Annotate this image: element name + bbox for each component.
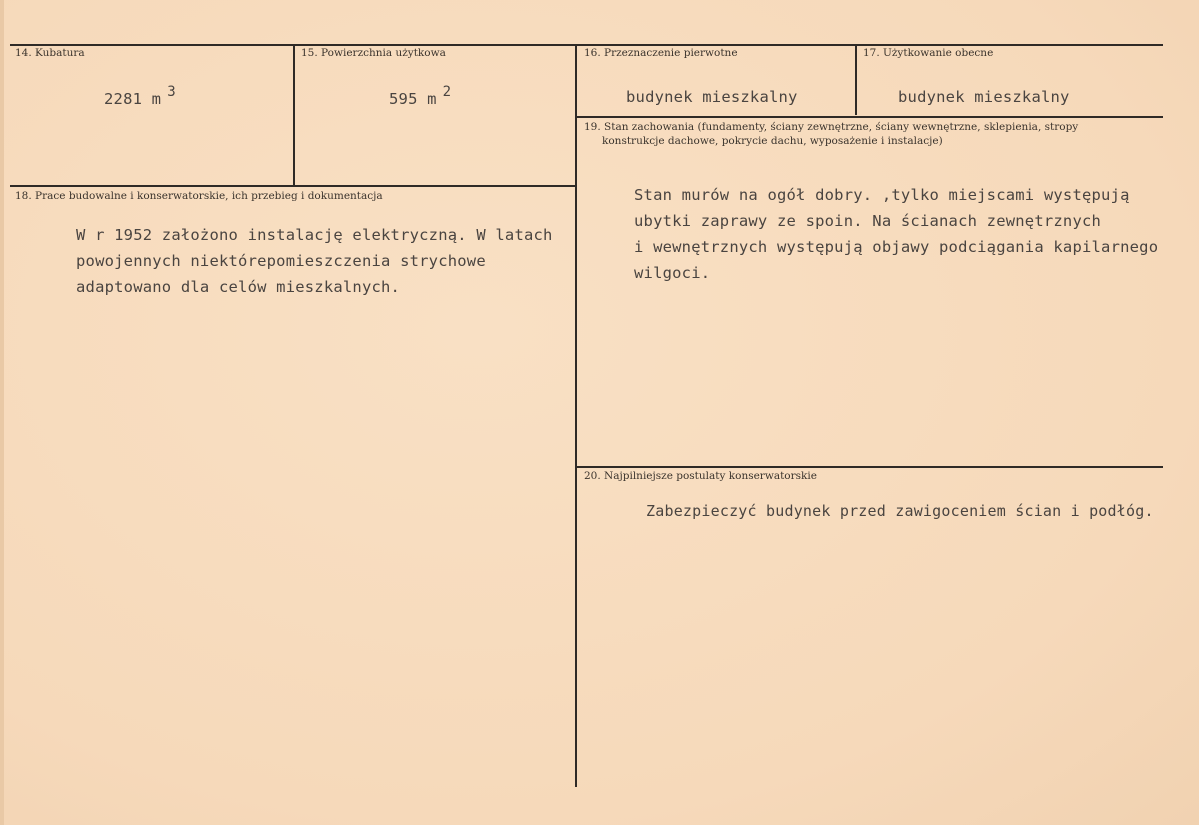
- field-17-value: budynek mieszkalny: [898, 88, 1070, 106]
- field-18-line: adaptowano dla celów mieszkalnych.: [76, 278, 401, 296]
- field-18-line: W r 1952 założono instalację elektryczną. W latach: [76, 226, 553, 244]
- divider-14-15: [293, 45, 295, 185]
- field-16-value: budynek mieszkalny: [626, 88, 798, 106]
- field-16-label: 16. Przeznaczenie pierwotne: [584, 47, 738, 59]
- rule-under-16-17: [577, 116, 1163, 118]
- rule-above-20: [577, 466, 1163, 468]
- field-15-value: [389, 86, 451, 113]
- powierzchnia-value: 595 m: [389, 90, 437, 108]
- top-rule: [10, 44, 1163, 46]
- card-edge: [0, 0, 4, 825]
- field-19-line: Stan murów na ogół dobry. ,tylko miejscami występują: [634, 186, 1130, 204]
- kubatura-value: 2281 m: [104, 90, 162, 108]
- field-15-label: 15. Powierzchnia użytkowa: [301, 47, 446, 59]
- field-18-label: 18. Prace budowalne i konserwatorskie, ich przebieg i dokumentacja: [15, 190, 383, 202]
- field-18-line: powojennych niektórepomieszczenia strychowe: [76, 252, 486, 270]
- kubatura-unit-exponent: 3: [167, 84, 176, 100]
- field-14-value: [104, 86, 176, 113]
- divider-left-right: [575, 45, 577, 787]
- field-19-line: ubytki zaprawy ze spoin. Na ścianach zewnętrznych: [634, 212, 1102, 230]
- field-18-text: [76, 222, 553, 300]
- field-19-line: i wewnętrznych występują objawy podciągania kapilarnego: [634, 238, 1159, 256]
- divider-16-17: [855, 45, 857, 115]
- field-19-label-line2: konstrukcje dachowe, pokrycie dachu, wyposażenie i instalacje): [602, 135, 943, 147]
- field-19-text: [634, 182, 1158, 286]
- field-20-text: [646, 498, 1154, 524]
- field-20-label: 20. Najpilniejsze postulaty konserwatorskie: [584, 470, 817, 482]
- field-20-line: Zabezpieczyć budynek przed zawigoceniem ścian i podłóg.: [646, 502, 1154, 520]
- field-14-label: 14. Kubatura: [15, 47, 85, 59]
- rule-under-14-15: [10, 185, 575, 187]
- field-19-line: wilgoci.: [634, 264, 711, 282]
- field-17-label: 17. Użytkowanie obecne: [863, 47, 994, 59]
- powierzchnia-unit-exponent: 2: [442, 84, 452, 100]
- field-19-label-line1: 19. Stan zachowania (fundamenty, ściany zewnętrzne, ściany wewnętrzne, sklepienia, stropy: [584, 121, 1079, 133]
